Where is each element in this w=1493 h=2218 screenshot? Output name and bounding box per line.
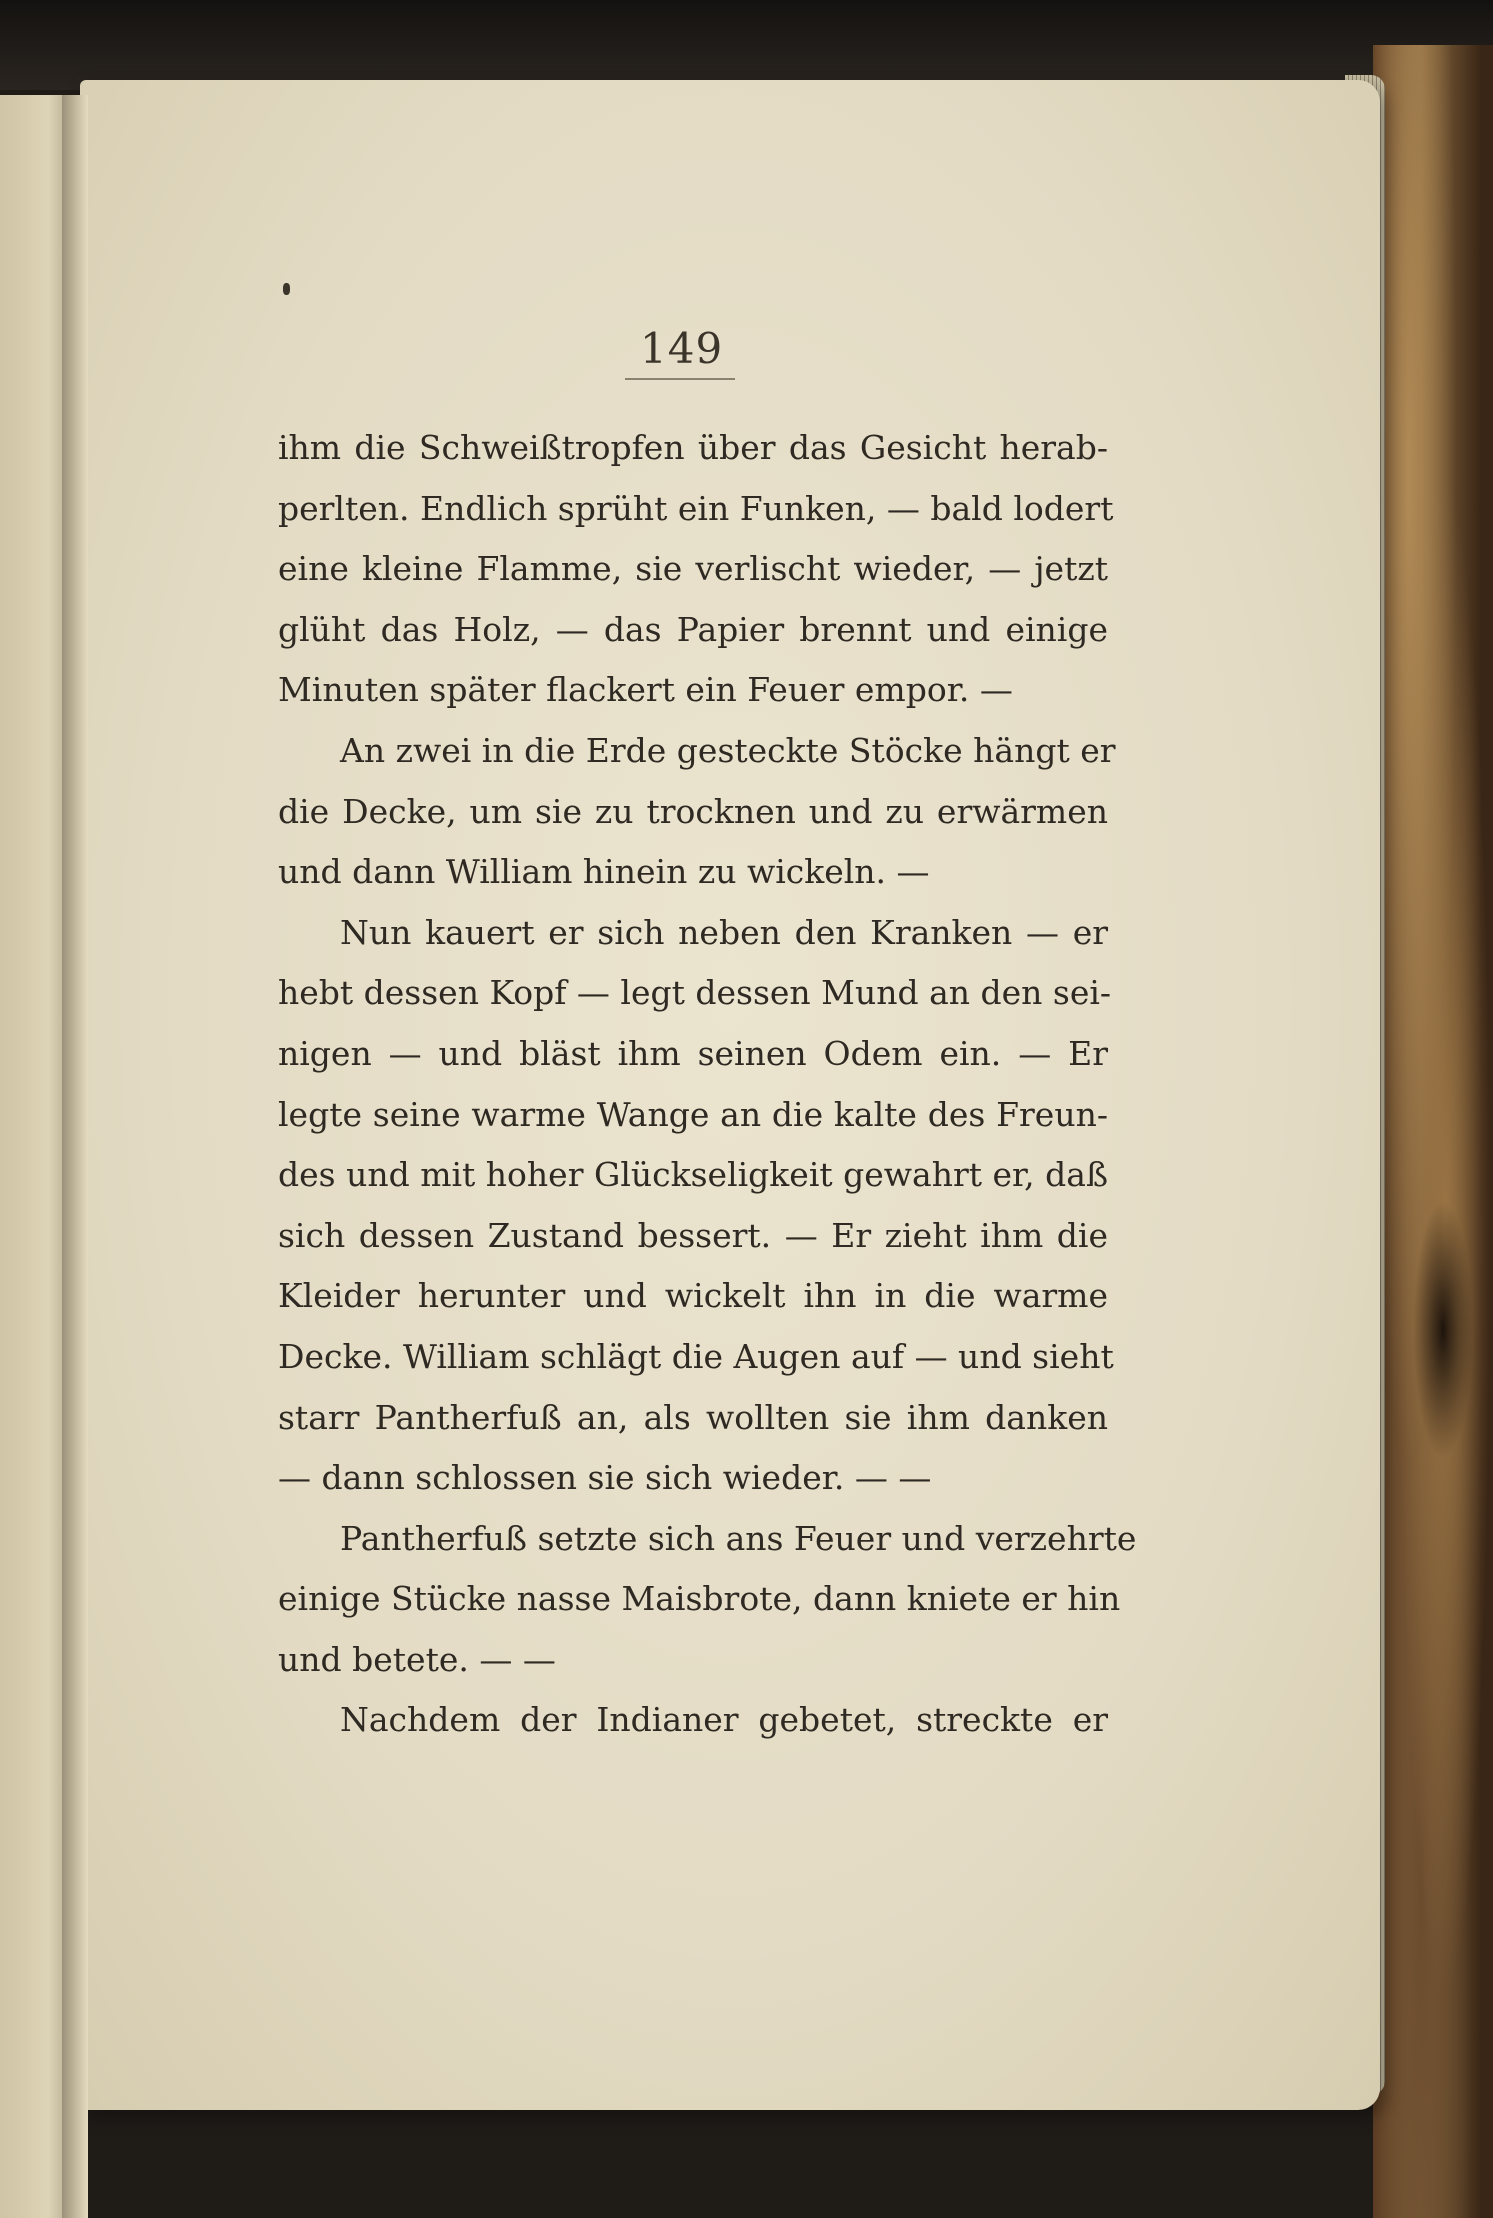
text-line: hebt dessen Kopf — legt dessen Mund an den sei- <box>278 973 1112 1013</box>
text-line: An zwei in die Erde gesteckte Stöcke hängt er <box>340 730 1116 770</box>
text-line: des und mit hoher Glückseligkeit gewahrt er, daß <box>278 1155 1108 1195</box>
text-line: Pantherfuß setzte sich ans Feuer und verzehrte <box>340 1518 1137 1558</box>
text-line: Decke. William schlägt die Augen auf — und sieht <box>278 1336 1114 1376</box>
cover-wear <box>1413 1200 1473 1460</box>
top-border <box>0 0 1493 90</box>
text-line: und dann William hinein zu wickeln. — <box>278 852 930 892</box>
text-line: legte seine warme Wange an die kalte des Freun- <box>278 1094 1108 1134</box>
ink-speck <box>283 283 290 295</box>
text-line: Nachdem der Indianer gebetet, streckte er <box>340 1700 1108 1740</box>
text-line: starr Pantherfuß an, als wollten sie ihm danken <box>278 1397 1108 1437</box>
text-line: eine kleine Flamme, sie verlischt wieder, — jetzt <box>278 549 1108 589</box>
text-line: glüht das Holz, — das Papier brennt und einige <box>278 609 1108 649</box>
text-line: die Decke, um sie zu trocknen und zu erwärmen <box>278 791 1108 831</box>
text-line: perlten. Endlich sprüht ein Funken, — bald lodert <box>278 488 1114 528</box>
text-line: ihm die Schweißtropfen über das Gesicht herab- <box>278 428 1108 467</box>
text-line: — dann schlossen sie sich wieder. — — <box>278 1458 932 1498</box>
text-line: einige Stücke nasse Maisbrote, dann kniete er hin <box>278 1579 1121 1619</box>
text-line: Kleider herunter und wickelt ihn in die warme <box>278 1276 1108 1316</box>
page-number: 149 <box>640 324 724 373</box>
body-text <box>278 418 1137 1751</box>
gutter <box>62 95 88 2218</box>
text-line: und betete. — — <box>278 1639 556 1679</box>
text-line: sich dessen Zustand bessert. — Er zieht ihm die <box>278 1215 1108 1255</box>
text-line: Minuten später flackert ein Feuer empor. — <box>278 670 1013 710</box>
text-line: nigen — und bläst ihm seinen Odem ein. — Er <box>278 1033 1108 1073</box>
page-number-rule <box>625 378 735 380</box>
text-line: Nun kauert er sich neben den Kranken — er <box>340 912 1108 952</box>
leather-cover <box>1373 45 1493 2218</box>
